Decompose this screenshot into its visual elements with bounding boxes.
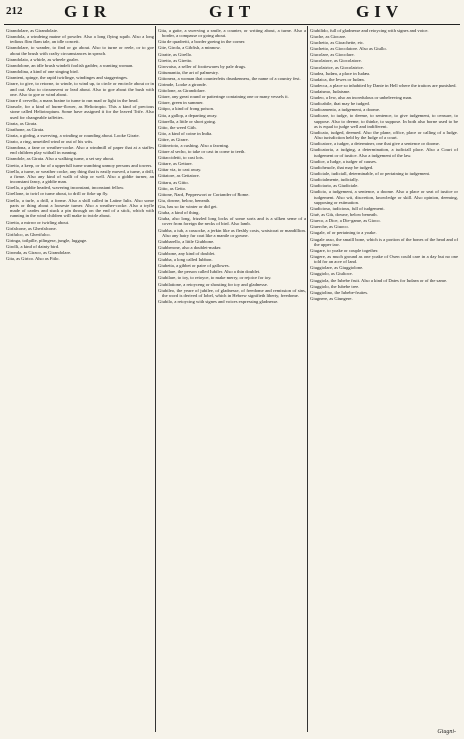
dictionary-entry: Giuggiolo, as Giulioce. — [310, 271, 353, 277]
dictionary-entry: Giubba, a iub, a cassocke, a jerkin like as fleshly costs, waistcoat or mandillion. Also any hairy fur coat like a mantle or gowne. — [158, 227, 306, 238]
dictionary-entry: Giudicamento, a iudgement, a doome. — [310, 107, 381, 113]
dictionary-entry: Giringa, toilpille, pilingese, jungle, luggage. — [6, 237, 88, 243]
dictionary-entry: Giubbarello, a little Giubbone. — [158, 238, 215, 244]
dictionary-entry: Gittonera, a woman that counterfeits drunkenness, the name of a country fest. — [158, 75, 301, 81]
dictionary-entry: Girata, as Girata. — [6, 120, 38, 126]
dictionary-entry: Giuchetto, as Gioachette, etc. — [310, 40, 365, 46]
page-header — [4, 2, 460, 25]
dictionary-entry: Giubilido, full of gladnesse and reioycing with signes and voice. — [310, 28, 429, 33]
dictionary-entry: Gittolone, as Girandolare. — [158, 88, 206, 94]
dictionary-entry: Giubilare, to ioy, to reioyce, to make merry, or rejoice for ioy. — [158, 275, 272, 281]
dictionary-entry: Giudiciario, as Giudiciale. — [310, 183, 359, 189]
dictionary-entry: Gittar via, to cast away. — [158, 167, 202, 173]
dictionary-entry: Gitarella, a little or short going. — [158, 118, 217, 124]
dictionary-entry: Giueco, a Dice, a Die-game, as Gioco. — [310, 218, 381, 224]
dictionary-entry: Giubilatione, a reioyceng or shouting for ioy and gladnesse. — [158, 281, 268, 287]
dictionary-entry: Giudaismo, Iudaisme. — [310, 88, 351, 94]
dictionary-entry: Girandola, a windeing maine of powder. Also a long flying squib. Also a long tedious flim flam tale, an idle conceit. — [6, 34, 154, 45]
dictionary-entry: Giretto, as Giretto. — [158, 57, 193, 63]
dictionary-entry: Giubetta, a gibbet or paire of gallowes. — [158, 263, 230, 269]
dictionary-entry: Gita, a gaite, a swerving a smile, a counter, or writing about, a turne. Also a border, a compasse or going about. — [158, 28, 306, 39]
dictionary-entry: Giu, bas so far winter or did get. — [158, 203, 218, 209]
dictionary-entry: Girathone, as Girata. — [6, 126, 45, 132]
column-right — [310, 28, 458, 728]
dictionary-entry: Giudicheuole, that may be iudged. — [310, 164, 374, 170]
dictionary-entry: Girato, a ring, unsettled wind or out of his wits. — [6, 139, 94, 144]
dictionary-entry: Girellone, to twirl or turne about, to drill or firke up fly. — [6, 191, 109, 197]
dictionary-entry: Giudicabile, that may be iudged. — [310, 101, 370, 107]
dictionary-entry: Giuggiola, the Iubebe fruit. Also a kind of Dates for Iudaea or of the same. — [310, 277, 448, 283]
dictionary-entry: Gittumantia, the art of palmestry. — [158, 69, 219, 75]
dictionary-entry: Gitto, as Getto. — [158, 185, 187, 191]
dictionary-entry: Giuche, as Giocare. — [310, 34, 347, 40]
dictionary-entry: Girata, a girdng, a swerving, a winding or rounding about. Looke Girate. — [6, 132, 140, 138]
dictionary-entry: Giudiciale, iudiciall, determinable, of or pertaining to iudgement. — [310, 171, 431, 177]
dictionary-entry: Gittinvioto, a cushing. Also a fawning. — [158, 142, 230, 148]
dictionary-entry: Giudicaio, iudged, deemed. Also the plane, office, place or calling of a Iudge. Also iurisdiction held by the Iudge of a court. — [310, 130, 458, 141]
dictionary-entry: Gitipo, a kind of frong poison. — [158, 106, 215, 112]
dictionary-entry: Giudecca, a place so inhabited by Dante in Hell where the traitors are punished. — [310, 82, 457, 88]
dictionary-entry: Girovaiso, a seller of footiewares by pale drugs. — [158, 63, 247, 69]
dictionary-entry: Giuchetto, as Giocolatore. Also as Giullo. — [310, 46, 387, 52]
dictionary-entry: Girare, to give, to retorne, to winde, to wind up, to circle or encircle about or in and out. Also to circumvent or lead about. Also to goe about the bush with one. Also to goe or wind about. — [6, 81, 154, 97]
dictionary-entry: Girandolare, as Girandolaie. — [6, 28, 59, 33]
dictionary-entry: Girandole, as Girata. Also a walking turne, a set sny about. — [6, 156, 115, 162]
dictionary-entry: Giuba, also long, frizzled long locks of some sorts and is a silken seme of a cover from foreign the necks of bird. Also lamb. — [158, 216, 306, 227]
dictionary-entry: Giuerche, as Giuoco. — [310, 224, 349, 230]
dictionary-entry: Giuè, as Giù, downe, below beneath. — [310, 212, 378, 218]
dictionary-entry: Giucolatore, as Giocolatore. — [310, 58, 362, 64]
dictionary-entry: Giudicio, a iudgement, a sentence, a doome. Also a place or seat of iustice or iudgement. Also wit, discretion, knowledge or skill. Also opinion, deeming, supposing or estimation. — [310, 189, 458, 205]
dictionary-entry: Giudea, Iudæa, a place in Iudæa. — [310, 70, 371, 76]
dictionary-entry: Giudicare, to iudge, to deeme, to sentence, to give iudgement, to censure, to suppose. Also to deeme, to thinke, to suppose. In both also borne used to be as is equal to judge well and indifferent. — [310, 113, 458, 129]
column-divider — [307, 26, 308, 732]
dictionary-entry: Giugnere, as Giungere. — [310, 295, 353, 301]
dictionary-entry: Giuba, a kind of thing. — [158, 210, 200, 216]
dictionary-entry: Giuggiolare, as Giuggiolone. — [310, 265, 364, 271]
dictionary-entry: Gite, Girola, a Gibfish, a minnow. — [158, 45, 221, 51]
dictionary-entry: Girandolare, to wander, to find or go about. Also to turne or reele, or to goe about the brush with crafty circumstances in speach. — [6, 45, 154, 56]
dictionary-entry: Giucolatrice, as Giocolatrice. — [310, 64, 364, 70]
dictionary-entry: Giratte, as Girello. — [158, 51, 193, 57]
dictionary-entry: Girare il cervello, a mans braine to turne to run mad or light in the head. — [6, 97, 139, 103]
dictionary-entry: Gitare, any great round or patteringe containing one or many vessels it. — [158, 94, 289, 100]
dictionary-entry: Gita, a gallop, a departing away. — [158, 112, 218, 118]
dictionary-entry: Girimde, Looke a gironde. — [158, 82, 207, 88]
dictionary-entry: Giudice, a Iudge, a iudger of causes. — [310, 158, 377, 164]
dictionary-entry: Giretta, a mirror or twirling about. — [6, 219, 70, 225]
dictionary-entry: Girello, a turle, a drill, a forme. Also a shill called in Latine Iulis. Also some parts or thing about a looseste turner. Also a weather-cocke. Also a tryfle made of cardes and stuck a pin through on the end of a stick, which with running in the wind children will make to twirle about. — [6, 197, 154, 219]
dictionary-entry: Gittaccidetti, to cast lots. — [158, 155, 204, 161]
dictionary-entry: Girella, a giddie headed, wavering inconstant, inconstant fellow. — [6, 185, 125, 191]
running-headword-left: GIR — [64, 2, 112, 21]
dictionary-entry: Giudicialmente, iudicially. — [310, 177, 359, 183]
dictionary-entry: Girella, a turne, or weather cocke, any thing that is easily moved, a turne, a drill, a firme. Also any kind of wallt of ship or well. Also a giddie turner, an inconstant fancy, a giddie man. — [6, 168, 154, 185]
dictionary-entry: Giuggiolo, the Iubebe tree. — [310, 283, 360, 289]
dictionary-entry: Gironda, as Giraco, as Girandolare. — [6, 250, 72, 255]
dictionary-entry: Giugale, of or pertaining to a yoake. — [310, 230, 377, 236]
dictionary-entry: Giudicioso, iudicious, full of iudgement. — [310, 206, 385, 212]
running-headword-center: GIT — [209, 2, 256, 21]
dictionary-entry: Girandona, a fane or weather-cocke. Also a windmill of paper that at a staffes end children play withall in running. — [6, 145, 154, 156]
dictionary-entry: Gittone, Nard, Pepperwort or Coriander of Rome. — [158, 191, 250, 197]
dictionary-entry: Girfalcone, as Gherfalcone. — [6, 225, 57, 231]
dictionary-entry: Giucolare, as Giocolare. — [310, 52, 355, 58]
page-number: 212 — [6, 5, 23, 17]
dictionary-entry: Girifalco, as Gherifalco. — [6, 231, 51, 237]
dictionary-entry: Girandolone, an idle brush windelt foolish gadder, a wanting woman. — [6, 62, 134, 68]
dictionary-entry: Gita, as Girico. Also as Fitlo. — [6, 256, 60, 262]
dictionary-entry: Girasole, for a kind of hurne-flower, as Heliotropio. This a kind of precious stone called Heliotropium. Some have assigned it for the leaved Trife. Also used for changeable taffeties. — [6, 104, 154, 120]
dictionary-entry: Giubilo, a reioycing with signes and voices expressing gladnesse. — [158, 299, 279, 305]
dictionary-entry: Giubileo, the yeare of jubilee, of gladnesse, of freedome and remission of sins, the word is derived of Iobel, which in Hebrew signifieth liberty, freedome. — [158, 287, 306, 298]
running-headword-right: GIV — [356, 2, 404, 21]
dictionary-entry: Girandolaio, a whirle, as wheele goaler. — [6, 56, 79, 62]
dictionary-entry: Giubilare, the person called Iubiler. Also a thin doublet. — [158, 269, 261, 275]
dictionary-entry: Giugere, as much ground as one yoake of Oxen could care in a day but no one told for an acre of land. — [310, 253, 458, 265]
column-divider — [155, 26, 156, 732]
dictionary-entry: Gita de quadretti, a border goeing in the corner. — [158, 39, 246, 45]
dictionary-entry: Giranteni, spinge, the rapid twirlinge, windinges and staggeringes. — [6, 75, 129, 81]
catchword: Giugni- — [437, 729, 456, 735]
dictionary-entry: Giugale asso, the smaill bone, which is a portion of the bones of the head and of the upper iaw. — [310, 236, 458, 247]
dictionary-entry: Giuggiolino, the Iubebe-fruites. — [310, 289, 369, 295]
dictionary-entry: Giubberone, also a doublet-maker. — [158, 244, 222, 250]
dictionary-entry: Giudeo, a Iew, also an incredulous or unbeleeving man. — [310, 95, 413, 101]
column-middle — [158, 28, 306, 728]
dictionary-entry: Giudaica, the Iewes or Iudæa. — [310, 76, 365, 82]
dictionary-entry: Gito, a kind of coine in India. — [158, 130, 213, 136]
dictionary-entry: Girolli, a kind of dainty bird. — [6, 243, 60, 249]
dictionary-entry: Giretto, a keep, or fur of a upperfull turne wandring unmoy persons and towers. — [6, 162, 153, 168]
dictionary-entry: Gitare al secho, to take or cast in corne to teeth. — [158, 149, 246, 155]
dictionary-entry: Gitto, the weed Gith. — [158, 124, 197, 130]
dictionary-entry: Giu, downe, below, beneath. — [158, 197, 211, 203]
dictionary-entry: Gittatore, as Gettatore. — [158, 173, 200, 179]
dictionary-entry: Giubbone, any kind of doublet. — [158, 251, 216, 257]
dictionary-entry: Giugare, to yoake or couple together. — [310, 247, 379, 253]
dictionary-entry: Giudicatoria, a iudging, a determination, a iudiciall place. Also a Court of iudgement or of iustice. Also a iudgement of the law. — [310, 147, 458, 158]
dictionary-entry: Giudicatore, a iudger, a determiner, one that give a sentence or doome. — [310, 141, 440, 147]
dictionary-entry: Gitare, green in summer. — [158, 100, 204, 106]
dictionary-entry: Gittare, as Gettare. — [158, 161, 193, 167]
dictionary-entry: Gittre, as Girare. — [158, 136, 189, 142]
dictionary-entry: Giubba, a long called Iubbon. — [158, 257, 213, 263]
column-left — [6, 28, 154, 728]
dictionary-entry: Girandolina, a kind of one singing bird. — [6, 69, 79, 75]
dictionary-entry: Gittaru, as Gitto. — [158, 179, 189, 185]
